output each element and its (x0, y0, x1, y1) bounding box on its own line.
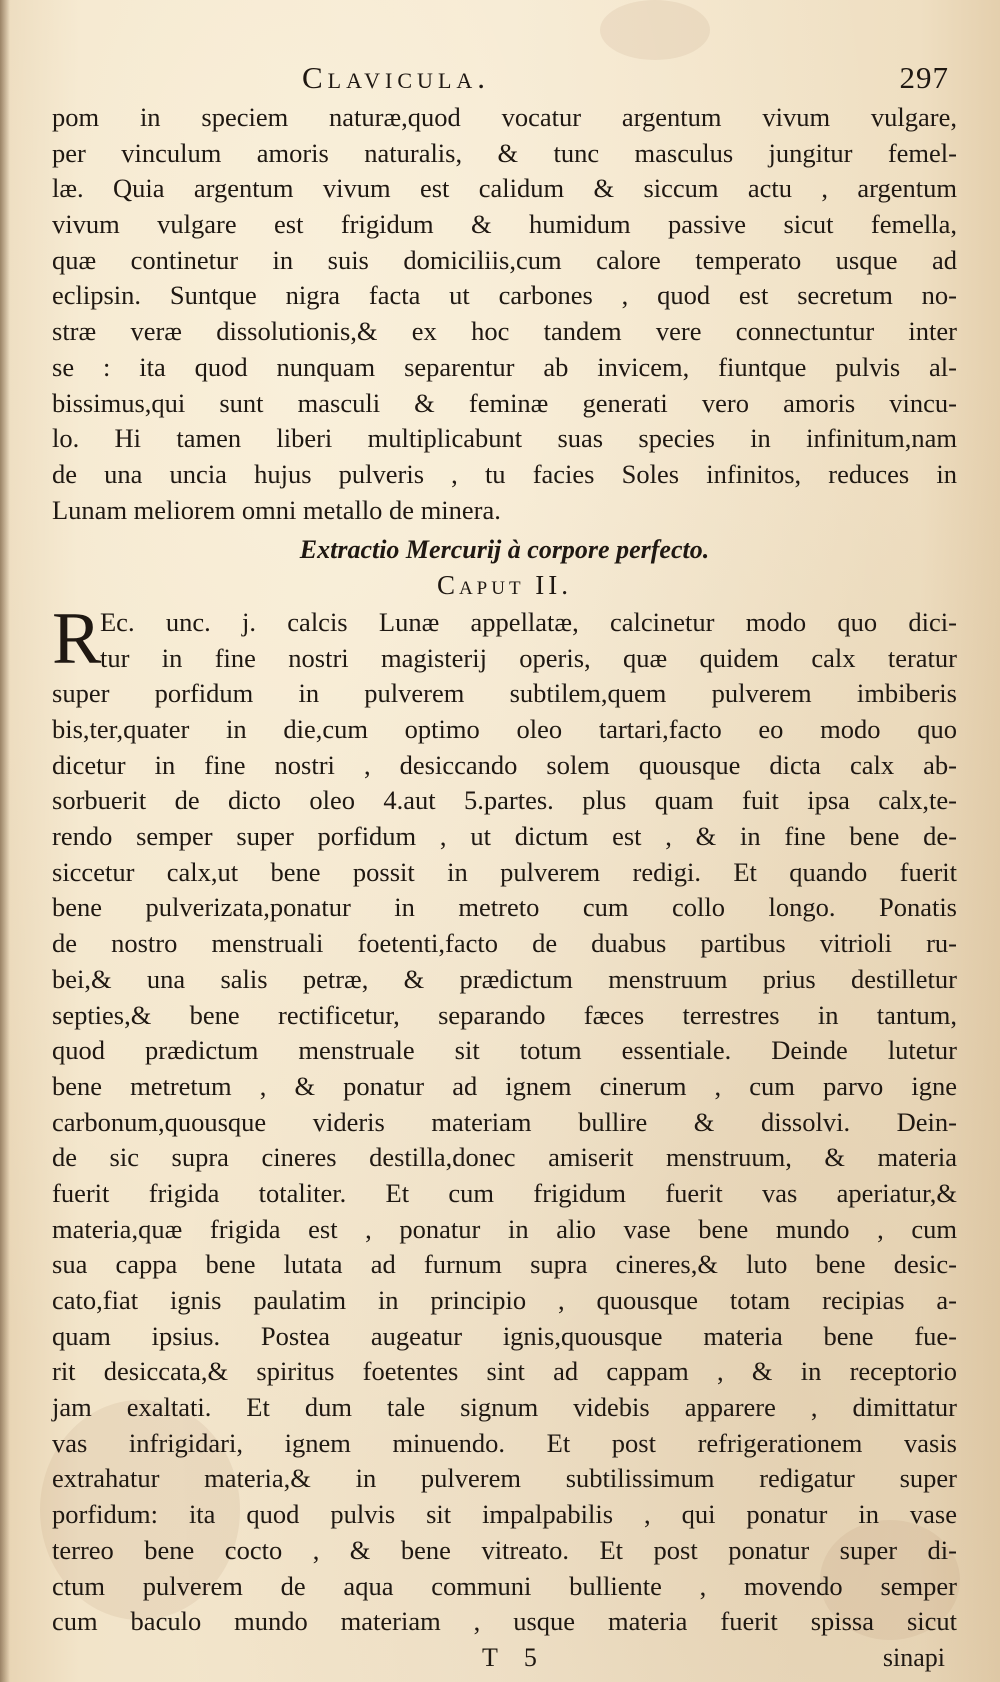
text-line: terreo bene cocto , & bene vitreato. Et post ponatur super di- (52, 1534, 957, 1565)
text-line: fuerit frigida totaliter. Et cum frigidum fuerit vas aperiatur,& (52, 1177, 957, 1208)
text-line: de sic supra cineres destilla,donec amiserit menstruum, & materia (52, 1142, 957, 1173)
running-title: Clavicula. (302, 60, 491, 95)
text-line: extrahatur materia,& in pulverem subtilissimum redigatur super (52, 1463, 957, 1494)
text-line: sorbuerit de dicto oleo 4.aut 5.partes. plus quam fuit ipsa calx,te- (52, 785, 957, 816)
catchword: sinapi (882, 1642, 945, 1672)
section-heading: Extractio Mercurij à corpore perfecto. (299, 535, 710, 565)
text-line: rit desiccata,& spiritus foetentes sint ad cappam , & in receptorio (52, 1356, 957, 1387)
text-line: de nostro menstruali foetenti,facto de duabus partibus vitrioli ru- (52, 928, 957, 959)
text-line: stræ veræ dissolutionis,& ex hoc tandem vere connectuntur inter (52, 316, 957, 347)
text-line: super porfidum in pulverem subtilem,quem pulverem imbiberis (52, 678, 957, 709)
text-line: de una uncia hujus pulveris , tu facies Soles infinitos, reduces in (52, 458, 957, 489)
text-line: vivum vulgare est frigidum & humidum passive sicut femella, (52, 209, 957, 240)
text-line: lo. Hi tamen liberi multiplicabunt suas species in infinitum,nam (52, 423, 957, 454)
text-line: cum baculo mundo materiam , usque materia fuerit spissa sicut (52, 1606, 957, 1637)
page-number: 297 (899, 60, 949, 95)
text-line: bene pulverizata,ponatur in metreto cum collo longo. Ponatis (52, 892, 957, 923)
text-line: eclipsin. Suntque nigra facta ut carbones , quod est secretum no- (52, 280, 957, 311)
paragraph (52, 100, 957, 528)
text-line: pom in speciem naturæ,quod vocatur argentum vivum vulgare, (52, 102, 957, 132)
text-line: cato,fiat ignis paulatim in principio , quousque totam recipias a- (52, 1285, 957, 1315)
signature-mark: T 5 (482, 1642, 547, 1672)
text-line: Ec. unc. j. calcis Lunæ appellatæ, calcinetur modo quo dici- (100, 606, 957, 637)
text-line: dicetur in fine nostri , desiccando solem quousque dicta calx ab- (52, 749, 957, 780)
page-header (52, 60, 957, 100)
text-block (52, 60, 957, 1676)
text-line: ctum pulverem de aqua communi bulliente , movendo semper (52, 1570, 957, 1601)
text-line: materia,quæ frigida est , ponatur in alio vase bene mundo , cum (52, 1213, 957, 1244)
chapter-body (52, 597, 957, 1640)
chapter-heading: Caput II. (436, 569, 573, 600)
text-line: se : ita quod nunquam separentur ab invicem, fiuntque pulvis al- (52, 351, 957, 382)
text-line: læ. Quia argentum vivum est calidum & siccum actu , argentum (52, 173, 957, 204)
text-line: rendo semper super porfidum , ut dictum est , & in fine bene de- (52, 821, 957, 852)
text-line: bissimus,qui sunt masculi & feminæ generati vero amoris vincu- (52, 387, 957, 418)
text-line: quam ipsius. Postea augeatur ignis,quousque materia bene fue- (52, 1320, 957, 1351)
text-line: tur in fine nostri magisterij operis, quæ quidem calx teratur (100, 642, 957, 673)
text-line: per vinculum amoris naturalis, & tunc masculus jungitur femel- (52, 137, 957, 168)
text-line: sua cappa bene lutata ad furnum supra cineres,& luto bene desic- (52, 1249, 957, 1280)
text-line: septies,& bene rectificetur, separando fæces terrestres in tantum, (52, 999, 957, 1030)
drop-cap: R (52, 597, 102, 680)
text-line: quod prædictum menstruale sit totum essentiale. Deinde lutetur (52, 1035, 957, 1066)
text-line: bene metretum , & ponatur ad ignem cinerum , cum parvo igne (52, 1070, 957, 1101)
text-line: jam exaltati. Et dum tale signum videbis apparere , dimittatur (52, 1392, 957, 1423)
text-line: Lunam meliorem omni metallo de minera. (52, 494, 501, 525)
text-line: quæ continetur in suis domiciliis,cum calore temperato usque ad (52, 244, 957, 275)
text-line: porfidum: ita quod pulvis sit impalpabilis , qui ponatur in vase (52, 1499, 957, 1530)
text-line: bei,& una salis petræ, & prædictum menstruum prius destilletur (52, 963, 957, 994)
paper-stain (600, 0, 710, 60)
text-line: bis,ter,quater in die,cum optimo oleo tartari,facto eo modo quo (52, 714, 957, 744)
text-line: carbonum,quousque videris materiam bullire & dissolvi. Dein- (52, 1106, 957, 1137)
text-line: siccetur calx,ut bene possit in pulverem redigi. Et quando fuerit (52, 856, 957, 887)
page-footer (52, 1640, 957, 1676)
text-line: vas infrigidari, ignem minuendo. Et post refrigerationem vasis (52, 1427, 957, 1458)
